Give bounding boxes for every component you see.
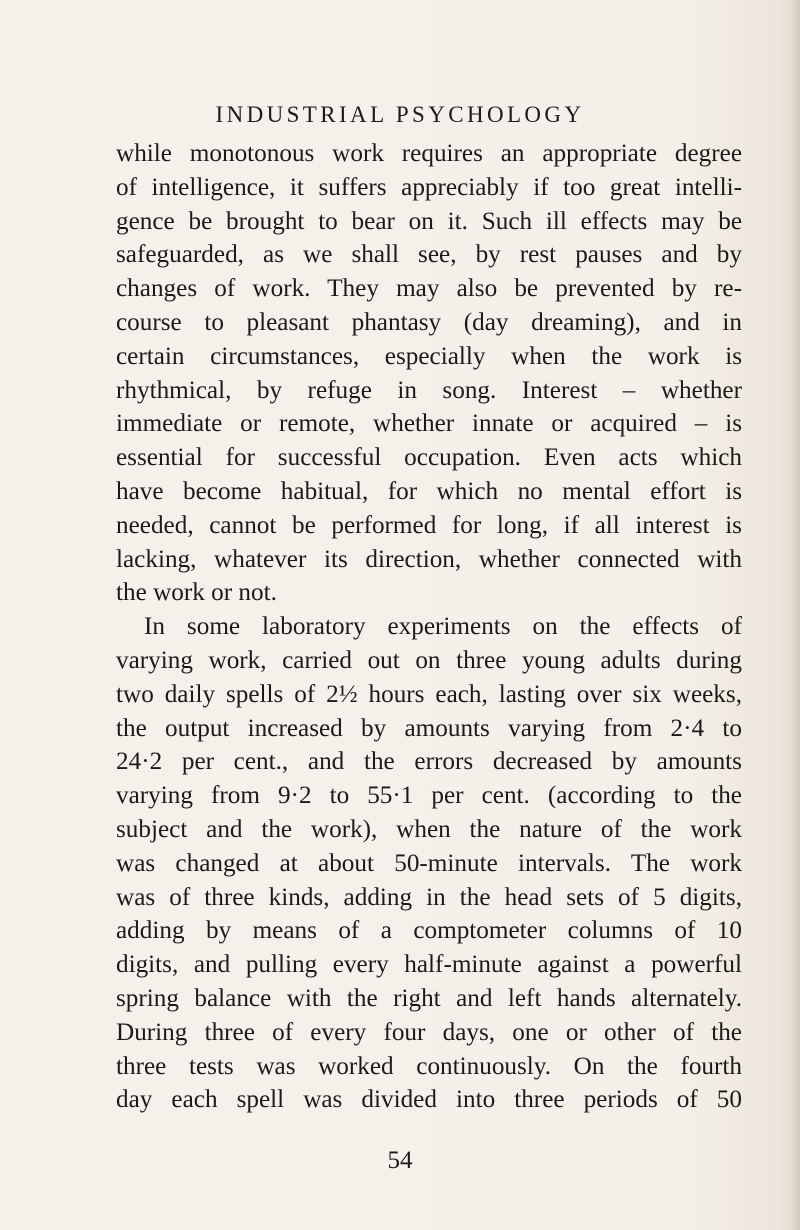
page-number: 54 [387,1147,413,1174]
paragraph-1 [116,137,742,610]
text-line: was of three kinds, adding in the head sets of 5 digits, [116,883,742,911]
paragraph-2 [116,610,742,1117]
text-line: lacking, whatever its direction, whether connected with [116,545,742,573]
text-line: spring balance with the right and left hands alternately. [116,984,742,1012]
text-line: the output increased by amounts varying from 2·4 to [116,714,742,742]
body-text [116,137,742,1117]
text-line: while monotonous work requires an appropriate degree [116,140,742,167]
text-line: three tests was worked continuously. On the fourth [116,1052,742,1080]
text-line: varying from 9·2 to 55·1 per cent. (according to the [116,782,742,810]
text-line: 24·2 per cent., and the errors decreased by amounts [116,748,742,776]
text-line: rhythmical, by refuge in song. Interest – whether [116,376,742,404]
text-line: essential for successful occupation. Even acts which [116,444,742,472]
text-line: needed, cannot be performed for long, if all interest is [116,511,742,539]
text-line: course to pleasant phantasy (day dreaming), and in [116,308,742,336]
text-line: In some laboratory experiments on the effects of [144,613,742,641]
text-line: safeguarded, as we shall see, by rest pauses and by [116,241,742,269]
text-line: During three of every four days, one or other of the [116,1018,742,1046]
text-line: of intelligence, it suffers appreciably if too great intelli- [116,173,742,201]
text-line: changes of work. They may also be prevented by re- [116,275,742,303]
text-line: digits, and pulling every half-minute against a powerful [116,951,742,979]
text-line: immediate or remote, whether innate or acquired – is [116,410,742,438]
page-edge-shadow [790,0,800,1230]
text-line: gence be brought to bear on it. Such ill effects may be [116,207,742,235]
text-line: certain circumstances, especially when the work is [116,342,742,370]
text-line: the work or not. [116,579,277,607]
text-line: two daily spells of 2½ hours each, lasting over six weeks, [116,680,742,708]
text-line: have become habitual, for which no mental effort is [116,477,742,505]
text-line: day each spell was divided into three periods of 50 [116,1086,742,1114]
text-line: was changed at about 50-minute intervals. The work [116,849,742,877]
running-head: INDUSTRIAL PSYCHOLOGY [215,102,585,127]
text-line: varying work, carried out on three young adults during [116,646,742,674]
text-line: subject and the work), when the nature of the work [116,815,742,843]
text-line: adding by means of a comptometer columns of 10 [116,917,742,945]
